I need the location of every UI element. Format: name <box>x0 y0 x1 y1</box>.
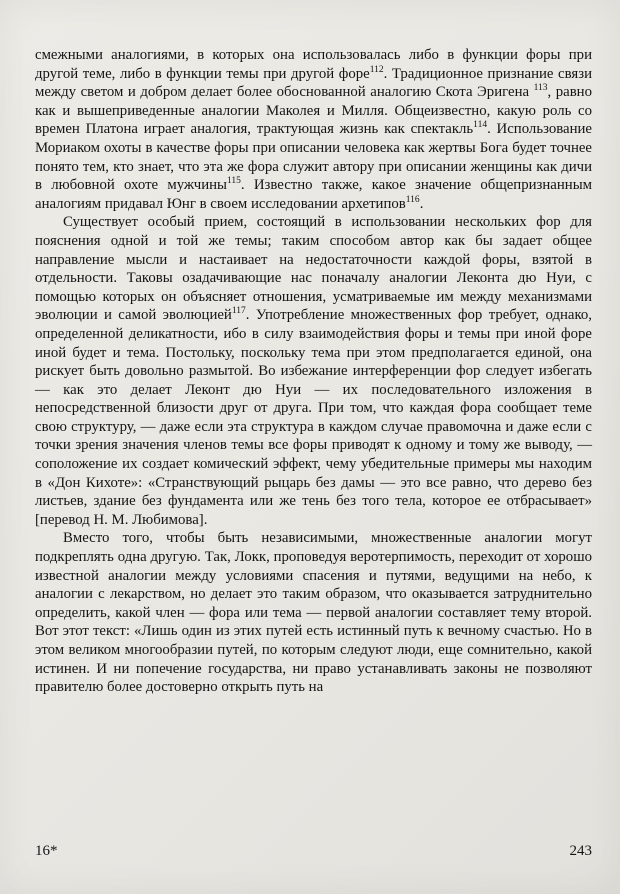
footnote-ref: 115 <box>227 176 241 187</box>
page-footer <box>35 843 592 860</box>
footnote-ref: 117 <box>231 306 246 317</box>
paragraph: Существует особый прием, состоящий в использовании нескольких фор для пояснения одной и той же темы; таким способом автор как бы задает общее направление мысли и настаивает на недостаточности каждой форы, взятой в отдельности. Таковы озадачивающие нас поначалу аналогии Леконта дю Нуи, с помощью которых он объясняет отношения, усматриваемые им между механизмами эволюции и самой эволюцией$^{117}$. Употребление множественных фор требует, однако, определенной деликатности, ибо в силу взаимодействия форы и темы при иной форе иной будет и тема. Постольку, поскольку тема при этом предполагается единой, она рискует быть довольно размытой. Во избежание интерференции фор следует избегать — как это делает Леконт дю Нуи — их последовательного изложения в непосредственной близости друг от друга. При том, что каждая фора сообщает теме свою структуру, — даже если эта структура в каждом случае правомочна и даже если с точки зрения значения членов темы все форы приводят к одному и тому же выводу, — соположение их создает комический эффект, чему убедительные примеры мы находим в «Дон Кихоте»: «Странствующий рыцарь без дамы — это все равно, что дерево без листьев, здание без фундамента или же тень без того тела, которое ее отбрасывает» [перевод Н. М. Любимова]. <box>35 214 592 528</box>
footnote-ref: 114 <box>473 120 488 131</box>
footnote-ref: 113 <box>533 83 548 94</box>
text-block <box>35 46 592 697</box>
page-number: 243 <box>569 843 592 859</box>
paragraph: Вместо того, чтобы быть независимыми, множественные аналогии могут подкреплять одна другую. Так, Локк, проповедуя веротерпимость, переходит от хорошо известной аналогии между условиями спасения и путями, ведущими на небо, к аналогии с лекарством, но делает это таким образом, что оказывается затруднительно определить, какой член — фора или тема — первой аналогии составляет тему второй. Вот этот текст: «Лишь один из этих путей есть истинный путь к вечному счастью. Но в этом великом многообразии путей, по которым следуют люди, еще сомнительно, какой истинен. И ни попечение государства, ни право устанавливать законы не позволяют правителю более достоверно открыть путь на <box>35 530 592 696</box>
footnote-ref: 112 <box>369 64 384 75</box>
footnote-ref: 116 <box>405 194 420 205</box>
paragraph: смежными аналогиями, в которых она использовалась либо в функции форы при другой теме, либо в функции темы при другой форе$^{112}$. Традиционное признание связи между светом и добром делает более обоснованной аналогию Скота Эригена $^{113}$, равно как и вышеприведенные аналогии Маколея и Милля. Общеизвестно, какую роль со времен Платона играет аналогия, трактующая жизнь как спектакль$^{114}$. Использование Мориаком охоты в качестве форы при описании человека как жертвы Бога будет точнее понято тем, кто знает, что эта же фора служит автору при описании женщины как дичи в любовной охоте мужчины$^{115}$. Известно также, какое значение общепризнанным аналогиям придавал Юнг в своем исследовании архетипов$^{116}$. <box>35 47 593 212</box>
signature-mark: 16* <box>35 843 58 859</box>
